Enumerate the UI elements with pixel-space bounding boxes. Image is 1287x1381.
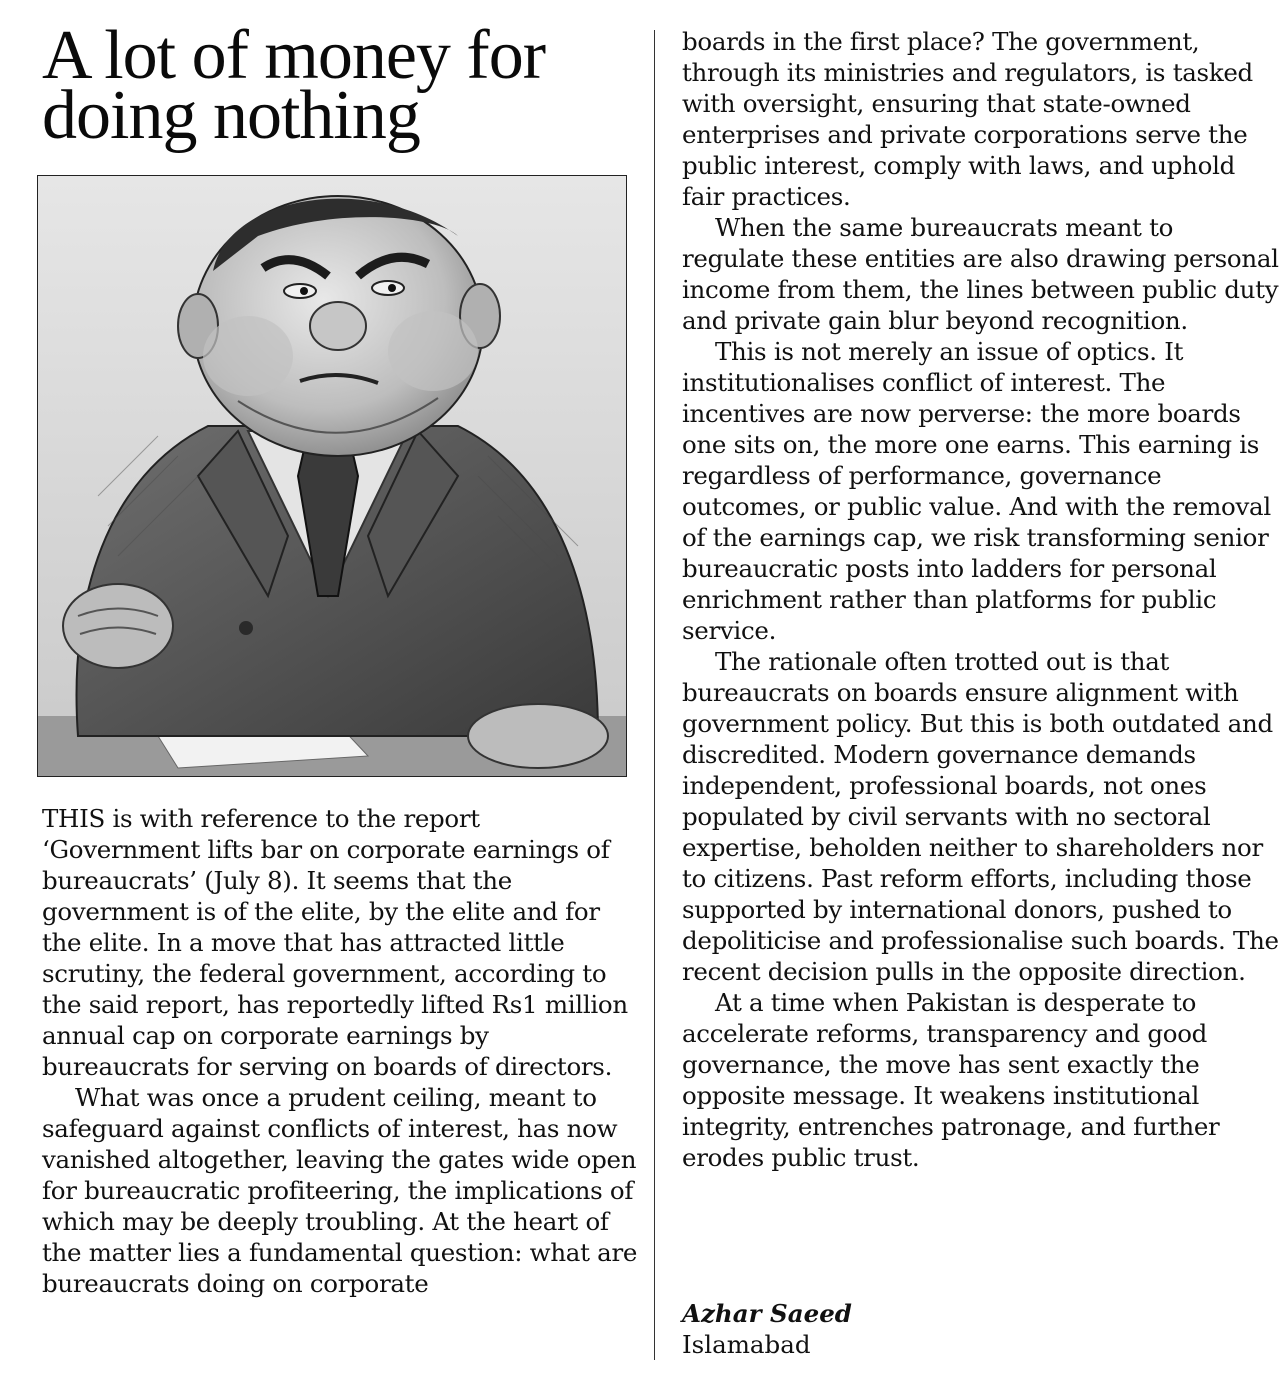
author-name: Azhar Saeed — [682, 1299, 852, 1328]
letter-signature — [682, 1298, 852, 1360]
cartoon-illustration — [37, 175, 627, 777]
letter-paragraph: What was once a prudent ceiling, meant to safeguard against conflicts of interest, has now vanished altogether, leaving the gates wide open for bureaucratic profiteering, the implications of which may be deeply troubling. At the heart of the matter lies a fundamental question: what are bureaucrats doing on corporate — [42, 1083, 638, 1298]
letter-paragraph: The rationale often trotted out is that bureaucrats on boards ensure alignment with government policy. But this is both outdated and discredited. Modern governance demands independent, professional boards, not ones populated by civil servants with no sectoral expertise, beholden neither to shareholders nor to citizens. Past reform efforts, including those supported by international donors, pushed to depoliticise and professionalise such boards. The recent decision pulls in the opposite direction. — [682, 647, 1279, 986]
column-divider — [654, 30, 655, 1360]
letter-paragraph: When the same bureaucrats meant to regulate these entities are also drawing personal income from them, the lines between public duty and private gain blur beyond recognition. — [682, 213, 1279, 335]
letter-left-column — [42, 803, 642, 1299]
letter-paragraph: THIS is with reference to the report ‘Government lifts bar on corporate earnings of bureaucrats’ (July 8). It seems that the government is of the elite, by the elite and for the elite. In a move that has attracted little scrutiny, the federal government, according to the said report, has reportedly lifted Rs1 million annual cap on corporate earnings by bureaucrats for serving on boards of directors. — [42, 804, 628, 1081]
letter-right-column — [682, 26, 1282, 1173]
article-headline: A lot of money for doing nothing — [42, 17, 546, 154]
author-location: Islamabad — [682, 1330, 811, 1359]
letter-paragraph: This is not merely an issue of optics. It institutionalises conflict of interest. The incentives are now perverse: the more boards one sits on, the more one earns. This earning is regardless of performance, governance outcomes, or public value. And with the removal of the earnings cap, we risk transforming senior bureaucratic posts into ladders for personal enrichment rather than platforms for public service. — [682, 337, 1271, 645]
cartoon-bureaucrat-drawing — [38, 176, 626, 776]
letter-paragraph: At a time when Pakistan is desperate to accelerate reforms, transparency and good governance, the move has sent exactly the opposite message. It weakens institutional integrity, entrenches patronage, and further erodes public trust. — [682, 988, 1220, 1172]
letter-paragraph: boards in the first place? The government, through its ministries and regulators, is tasked with oversight, ensuring that state-owned enterprises and private corporations serve the public interest, comply with laws, and uphold fair practices. — [682, 27, 1253, 211]
